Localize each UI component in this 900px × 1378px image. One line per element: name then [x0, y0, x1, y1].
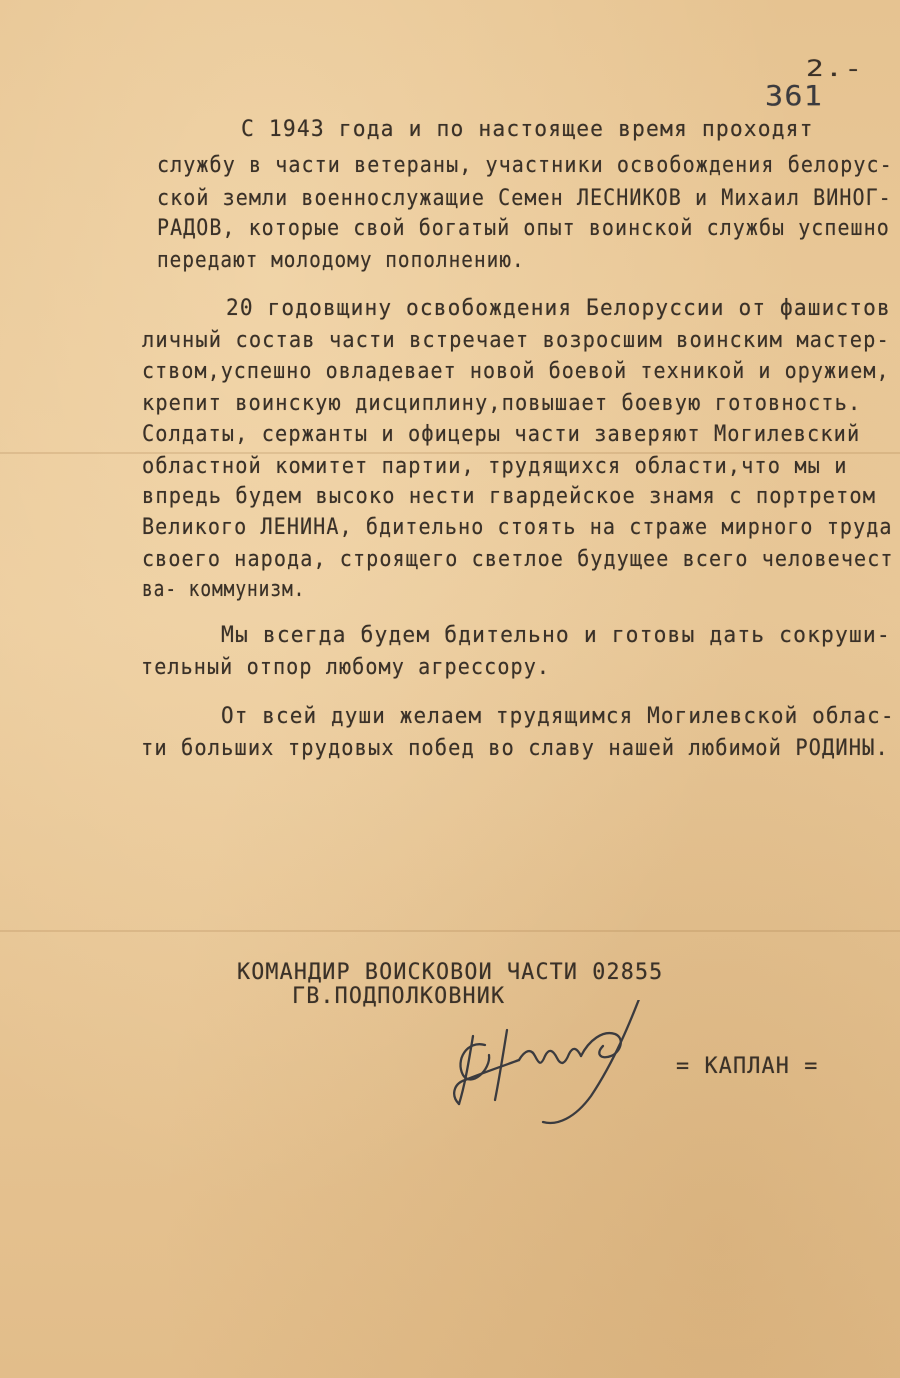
body-line: личный состав части встречает возросшим воинским мастер- — [142, 327, 890, 353]
body-line: областной комитет партии, трудящихся области,что мы и — [142, 453, 848, 479]
body-line: Великого ЛЕНИНА, бдительно стоять на страже мирного труда — [142, 514, 893, 540]
body-line: впредь будем высоко нести гвардейское знамя с портретом — [142, 483, 877, 509]
body-line: От всей души желаем трудящимся Могилевской облас- — [221, 703, 895, 729]
paper-fold — [0, 930, 900, 932]
body-line: своего народа, строящего светлое будущее всего человечест — [142, 546, 894, 572]
body-line: ва- коммунизм. — [142, 576, 306, 602]
body-line: тельный отпор любому агрессору. — [141, 654, 551, 680]
archive-folio-number: 361 — [765, 79, 824, 112]
body-line: передают молодому пополнению. — [157, 247, 525, 273]
sheet-number: 2.- — [806, 56, 864, 82]
body-line: ством,успешно овладевает новой боевой техникой и оружием, — [142, 358, 890, 384]
body-line: службу в части ветераны, участники освобождения белорус- — [157, 152, 893, 178]
handwritten-signature — [445, 1000, 645, 1125]
body-line: ти больших трудовых побед во славу нашей любимой РОДИНЫ. — [141, 735, 889, 761]
body-line: С 1943 года и по настоящее время проходят — [241, 116, 814, 142]
body-line: Солдаты, сержанты и офицеры части заверяют Могилевский — [142, 421, 861, 447]
commander-name: = КАПЛАН = — [676, 1053, 819, 1079]
body-line: Мы всегда будем бдительно и готовы дать сокруши- — [221, 622, 891, 648]
commander-rank: ГВ.ПОДПОЛКОВНИК — [292, 983, 506, 1009]
body-line: ской земли военнослужащие Семен ЛЕСНИКОВ и Михаил ВИНОГ- — [157, 185, 892, 211]
body-line: 20 годовщину освобождения Белоруссии от фашистов — [226, 295, 891, 321]
body-line: РАДОВ, которые свой богатый опыт воинской службы успешно — [157, 215, 890, 241]
commander-title: КОМАНДИР ВОИСКОВОИ ЧАСТИ 02855 — [237, 959, 664, 985]
body-line: крепит воинскую дисциплину,повышает боевую готовность. — [142, 390, 862, 416]
